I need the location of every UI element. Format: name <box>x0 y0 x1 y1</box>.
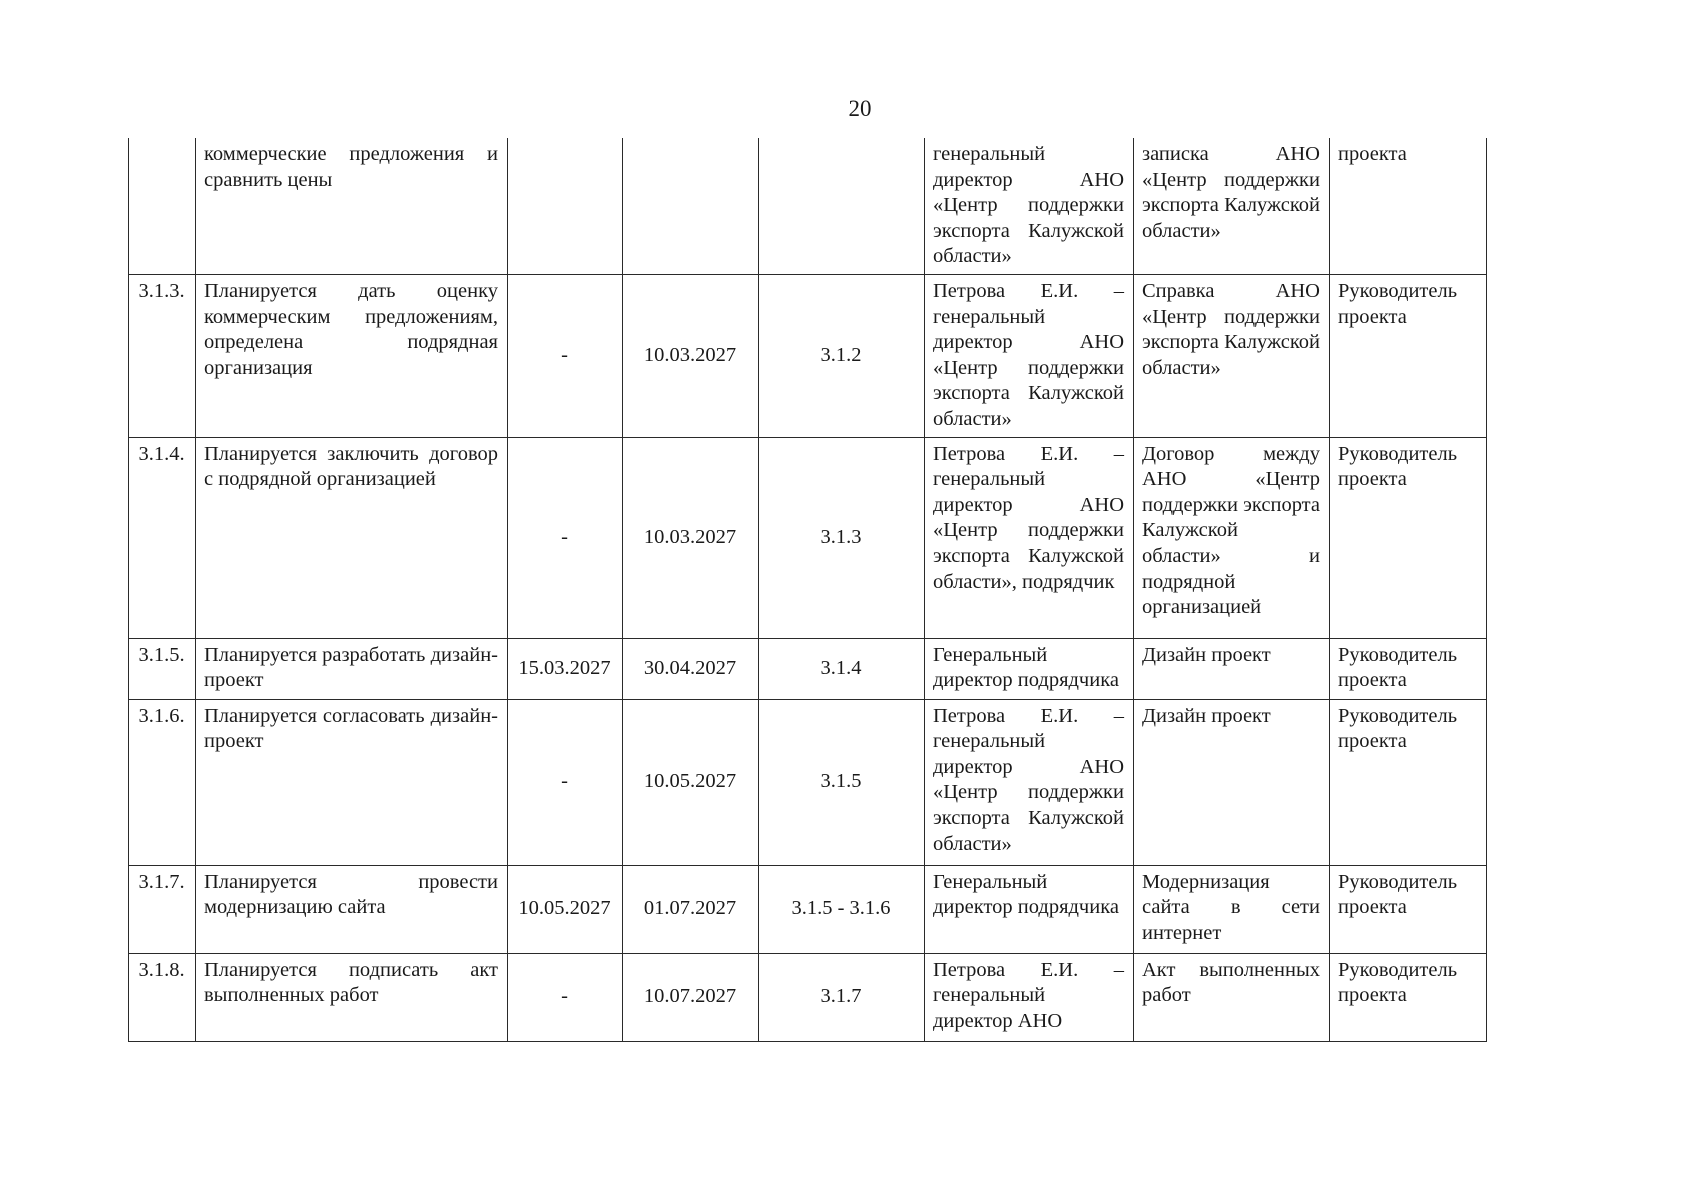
control-cell: Руководитель проекта <box>1330 437 1487 638</box>
responsible-cell: генеральный директор АНО «Центр поддержки экспорта Калужской области» <box>925 138 1134 274</box>
control-cell: проекта <box>1330 138 1487 274</box>
end-date-cell <box>623 138 759 274</box>
responsible-cell: Генеральный директор подрядчика <box>925 638 1134 699</box>
start-date-cell: - <box>508 274 623 437</box>
document-cell: Договор между АНО «Центр поддержки экспорта Калужской области» и подрядной организацией <box>1134 437 1330 638</box>
task-cell: коммерческие предложения и сравнить цены <box>196 138 508 274</box>
predecessor-cell: 3.1.5 - 3.1.6 <box>759 865 925 953</box>
row-number: 3.1.3. <box>129 274 196 437</box>
end-date-cell: 10.07.2027 <box>623 953 759 1041</box>
page-number: 20 <box>848 96 872 121</box>
document-cell: Модернизация сайта в сети интернет <box>1134 865 1330 953</box>
predecessor-cell: 3.1.7 <box>759 953 925 1041</box>
end-date-cell: 10.03.2027 <box>623 274 759 437</box>
table-row <box>129 437 1487 638</box>
control-cell: Руководитель проекта <box>1330 274 1487 437</box>
predecessor-cell: 3.1.5 <box>759 699 925 865</box>
document-cell: Дизайн проект <box>1134 699 1330 865</box>
responsible-cell: Петрова Е.И. – генеральный директор АНО <box>925 953 1134 1041</box>
predecessor-cell: 3.1.2 <box>759 274 925 437</box>
predecessor-cell <box>759 138 925 274</box>
table-row <box>129 274 1487 437</box>
end-date-cell: 01.07.2027 <box>623 865 759 953</box>
table-row <box>129 953 1487 1041</box>
responsible-cell: Петрова Е.И. – генеральный директор АНО «Центр поддержки экспорта Калужской области», подрядчик <box>925 437 1134 638</box>
start-date-cell: 15.03.2027 <box>508 638 623 699</box>
predecessor-cell: 3.1.4 <box>759 638 925 699</box>
end-date-cell: 10.03.2027 <box>623 437 759 638</box>
schedule-table <box>128 138 1487 1042</box>
control-cell: Руководитель проекта <box>1330 953 1487 1041</box>
document-cell: Дизайн проект <box>1134 638 1330 699</box>
task-cell: Планируется подписать акт выполненных работ <box>196 953 508 1041</box>
control-cell: Руководитель проекта <box>1330 865 1487 953</box>
row-number: 3.1.4. <box>129 437 196 638</box>
start-date-cell: 10.05.2027 <box>508 865 623 953</box>
predecessor-cell: 3.1.3 <box>759 437 925 638</box>
start-date-cell <box>508 138 623 274</box>
document-cell: записка АНО «Центр поддержки экспорта Калужской области» <box>1134 138 1330 274</box>
row-number: 3.1.7. <box>129 865 196 953</box>
document-cell: Справка АНО «Центр поддержки экспорта Калужской области» <box>1134 274 1330 437</box>
task-cell: Планируется разработать дизайн-проект <box>196 638 508 699</box>
table-row <box>129 865 1487 953</box>
table-row <box>129 699 1487 865</box>
start-date-cell: - <box>508 699 623 865</box>
row-number: 3.1.8. <box>129 953 196 1041</box>
task-cell: Планируется заключить договор с подрядной организацией <box>196 437 508 638</box>
row-number: 3.1.6. <box>129 699 196 865</box>
task-cell: Планируется согласовать дизайн-проект <box>196 699 508 865</box>
responsible-cell: Петрова Е.И. – генеральный директор АНО «Центр поддержки экспорта Калужской области» <box>925 699 1134 865</box>
responsible-cell: Петрова Е.И. – генеральный директор АНО «Центр поддержки экспорта Калужской области» <box>925 274 1134 437</box>
table-row <box>129 138 1487 274</box>
row-number: 3.1.5. <box>129 638 196 699</box>
end-date-cell: 10.05.2027 <box>623 699 759 865</box>
task-cell: Планируется дать оценку коммерческим предложениям, определена подрядная организация <box>196 274 508 437</box>
control-cell: Руководитель проекта <box>1330 699 1487 865</box>
end-date-cell: 30.04.2027 <box>623 638 759 699</box>
task-cell: Планируется провести модернизацию сайта <box>196 865 508 953</box>
table-row <box>129 638 1487 699</box>
start-date-cell: - <box>508 953 623 1041</box>
control-cell: Руководитель проекта <box>1330 638 1487 699</box>
responsible-cell: Генеральный директор подрядчика <box>925 865 1134 953</box>
row-number <box>129 138 196 274</box>
start-date-cell: - <box>508 437 623 638</box>
document-cell: Акт выполненных работ <box>1134 953 1330 1041</box>
